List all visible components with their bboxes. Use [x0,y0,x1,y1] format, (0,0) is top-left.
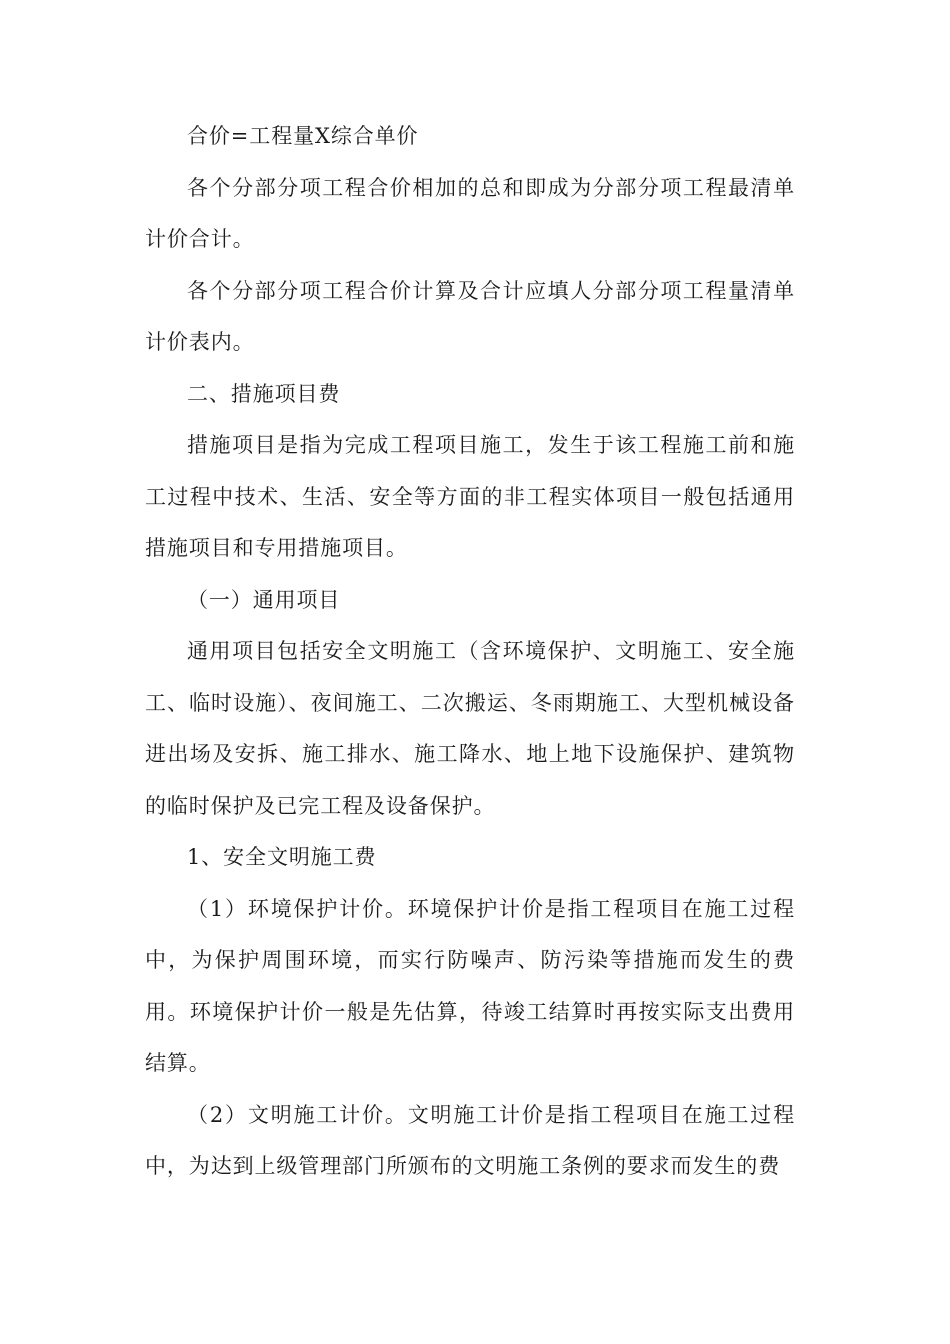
paragraph-measures-definition: 措施项目是指为完成工程项目施工，发生于该工程施工前和施工过程中技术、生活、安全等方面的非工程实体项目一般包括通用措施项目和专用措施项目。 [145,433,795,560]
paragraph-environment-pricing: （1）环境保护计价。环境保护计价是指工程项目在施工过程中，为保护周围环境，而实行防噪声、防污染等措施而发生的费用。环境保护计价一般是先估算，待竣工结算时再按实际支出费用结算。 [145,896,795,1075]
document-body [145,111,795,1193]
subsection-heading-general: （一）通用项目 [187,587,341,612]
item-heading-safety: 1、安全文明施工费 [187,845,377,869]
paragraph-fill-table: 各个分部分项工程合价计算及合计应填人分部分项工程量清单计价表内。 [145,278,795,354]
paragraph-total: 各个分部分项工程合价相加的总和即成为分部分项工程最清单计价合计。 [145,175,795,251]
paragraph-general-items: 通用项目包括安全文明施工（含环境保护、文明施工、安全施工、临时设施）、夜间施工、二次搬运、冬雨期施工、大型机械设备进出场及安拆、施工排水、施工降水、地上地下设施保护、建筑物的临时保护及已完工程及设备保护。 [145,639,795,818]
paragraph-formula: 合价=工程量X综合单价 [187,124,419,148]
paragraph-civilized-pricing: （2）文明施工计价。文明施工计价是指工程项目在施工过程中，为达到上级管理部门所颁布的文明施工条例的要求而发生的费 [145,1102,795,1178]
section-heading-measures: 二、措施项目费 [187,381,341,406]
